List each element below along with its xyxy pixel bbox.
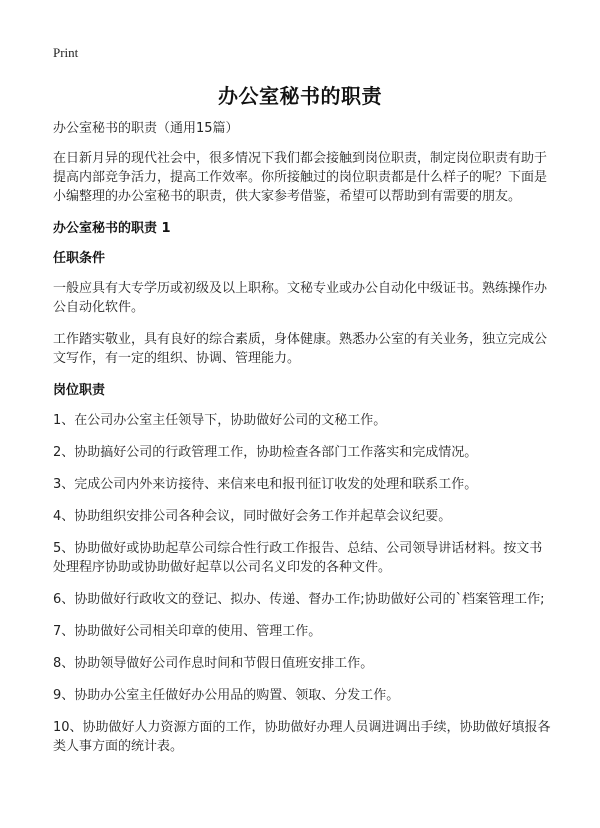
- duty-item: 10、协助做好人力资源方面的工作，协助做好办理人员调进调出手续，协助做好填报各类人事方面的统计表。: [53, 720, 551, 754]
- document-subtitle: 办公室秘书的职责（通用15篇）: [53, 121, 239, 136]
- page-title: 办公室秘书的职责: [218, 84, 382, 108]
- duty-item: 1、在公司办公室主任领导下，协助做好公司的文秘工作。: [53, 413, 387, 428]
- duty-item: 8、协助领导做好公司作息时间和节假日值班安排工作。: [53, 656, 374, 671]
- section-title: 办公室秘书的职责 1: [53, 221, 171, 236]
- duty-item: 3、完成公司内外来访接待、来信来电和报刊征订收发的处理和联系工作。: [53, 477, 478, 492]
- requirement-paragraph: 工作踏实敬业，具有良好的综合素质，身体健康。熟悉办公室的有关业务，独立完成公文写作，有一定的组织、协调、管理能力。: [53, 332, 548, 366]
- requirements-heading: 任职条件: [53, 251, 106, 266]
- duty-item: 5、协助做好或协助起草公司综合性行政工作报告、总结、公司领导讲话材料。按文书处理程序协助或协助做好起草以公司名义印发的各种文件。: [53, 541, 543, 575]
- duty-item: 9、协助办公室主任做好办公用品的购置、领取、分发工作。: [53, 688, 400, 703]
- duty-item: 6、协助做好行政收文的登记、拟办、传递、督办工作;协助做好公司的`档案管理工作;: [53, 592, 545, 607]
- duties-heading: 岗位职责: [53, 383, 106, 398]
- intro-paragraph: 在日新月异的现代社会中，很多情况下我们都会接触到岗位职责，制定岗位职责有助于提高内部竞争活力，提高工作效率。你所接触过的岗位职责都是什么样子的呢？下面是小编整理的办公室秘书的职责，供大家参考借鉴，希望可以帮助到有需要的朋友。: [53, 151, 548, 204]
- requirement-paragraph: 一般应具有大专学历或初级及以上职称。文秘专业或办公自动化中级证书。熟练操作办公自动化软件。: [53, 281, 548, 315]
- duty-item: 7、协助做好公司相关印章的使用、管理工作。: [53, 624, 322, 639]
- duty-item: 2、协助搞好公司的行政管理工作，协助检查各部门工作落实和完成情况。: [53, 445, 478, 460]
- duty-item: 4、协助组织安排公司各种会议，同时做好会务工作并起草会议纪要。: [53, 509, 452, 524]
- document-body: [53, 119, 553, 769]
- print-label: Print: [53, 45, 79, 60]
